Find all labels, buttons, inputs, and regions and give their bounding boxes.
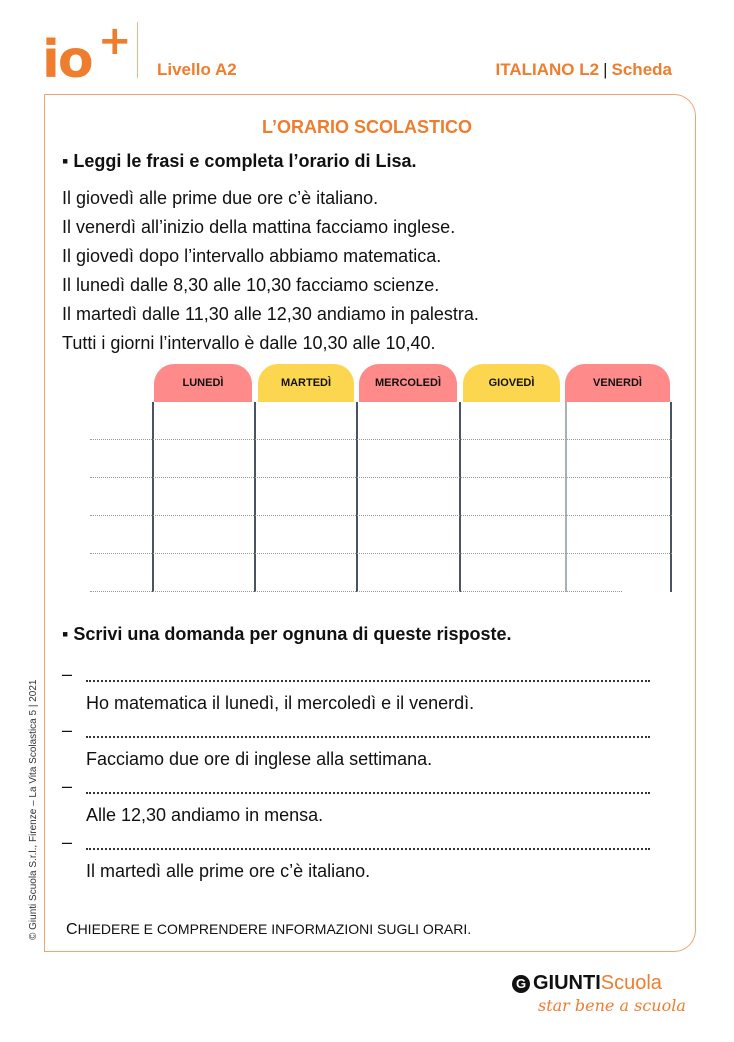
answer-text: Facciamo due ore di inglese alla settimana. bbox=[86, 749, 433, 769]
question-line[interactable] bbox=[62, 832, 474, 860]
answer-text: Ho matematica il lunedì, il mercoledì e il venerdì. bbox=[86, 693, 475, 713]
answer-blank[interactable] bbox=[86, 680, 650, 682]
timetable bbox=[90, 364, 672, 594]
page-title: L’ORARIO SCOLASTICO bbox=[261, 117, 472, 137]
sentence: Tutti i giorni l’intervallo è dalle 10,30 alle 10,40. bbox=[62, 333, 436, 353]
column-line bbox=[459, 402, 461, 592]
answer-blank[interactable] bbox=[86, 736, 650, 738]
day-header-venerdi: VENERDÌ bbox=[565, 364, 670, 402]
level-label: Livello A2 bbox=[157, 60, 237, 79]
day-header-mercoledi: MERCOLEDÌ bbox=[359, 364, 457, 402]
column-line bbox=[356, 402, 358, 592]
day-header-lunedi: LUNEDÌ bbox=[154, 364, 252, 402]
giunti-g-icon: G bbox=[512, 975, 530, 993]
day-header-martedi: MARTEDÌ bbox=[258, 364, 354, 402]
answer-blank[interactable] bbox=[86, 792, 650, 794]
time-slot-line[interactable] bbox=[90, 553, 672, 554]
exercise1-instruction: ▪ Leggi le frasi e completa l’orario di Lisa. bbox=[62, 151, 417, 171]
dash: – bbox=[62, 832, 73, 852]
question-line[interactable] bbox=[62, 776, 474, 804]
sheet-type: Scheda bbox=[611, 60, 672, 79]
sentence: Il lunedì dalle 8,30 alle 10,30 facciamo scienze. bbox=[62, 275, 440, 295]
column-line bbox=[565, 402, 567, 592]
exercise1-sentences bbox=[62, 184, 479, 358]
question-list bbox=[62, 664, 474, 888]
io-plus-logo bbox=[42, 18, 132, 90]
answer-text: Il martedì alle prime ore c’è italiano. bbox=[86, 861, 371, 881]
subject-label bbox=[496, 60, 672, 80]
sentence: Il giovedì alle prime due ore c’è italiano. bbox=[62, 188, 379, 208]
copyright-notice: © Giunti Scuola S.r.l., Firenze – La Vita Scolastica 5 | 2021 bbox=[28, 679, 39, 940]
column-line bbox=[670, 402, 672, 592]
plus-icon: + bbox=[98, 18, 132, 64]
header-divider bbox=[137, 22, 138, 78]
answer-blank[interactable] bbox=[86, 848, 650, 850]
subject-separator: | bbox=[603, 60, 608, 79]
sentence: Il giovedì dopo l’intervallo abbiamo matematica. bbox=[62, 246, 442, 266]
time-slot-line[interactable] bbox=[90, 439, 672, 440]
brand-slogan: star bene a scuola bbox=[538, 996, 686, 1015]
exercise2-instruction: ▪ Scrivi una domanda per ognuna di queste risposte. bbox=[62, 624, 512, 644]
giunti-scuola-logo: G GIUNTIScuola bbox=[512, 972, 662, 995]
sentence: Il martedì dalle 11,30 alle 12,30 andiamo in palestra. bbox=[62, 304, 479, 324]
subject-name: ITALIANO L2 bbox=[495, 60, 600, 79]
dash: – bbox=[62, 720, 73, 740]
logo-text: io bbox=[42, 30, 92, 90]
time-slot-line[interactable] bbox=[90, 591, 622, 592]
question-line[interactable] bbox=[62, 720, 474, 748]
dash: – bbox=[62, 776, 73, 796]
day-header-giovedi: GIOVEDÌ bbox=[463, 364, 560, 402]
time-slot-line[interactable] bbox=[90, 477, 672, 478]
answer-text: Alle 12,30 andiamo in mensa. bbox=[86, 805, 324, 825]
sentence: Il venerdì all’inizio della mattina facciamo inglese. bbox=[62, 217, 456, 237]
learning-objective: CHIEDERE E COMPRENDERE INFORMAZIONI SUGLI ORARI. bbox=[66, 921, 472, 938]
column-line bbox=[254, 402, 256, 592]
dash: – bbox=[62, 664, 73, 684]
time-slot-line[interactable] bbox=[90, 515, 672, 516]
question-line[interactable] bbox=[62, 664, 474, 692]
column-line bbox=[152, 402, 154, 592]
